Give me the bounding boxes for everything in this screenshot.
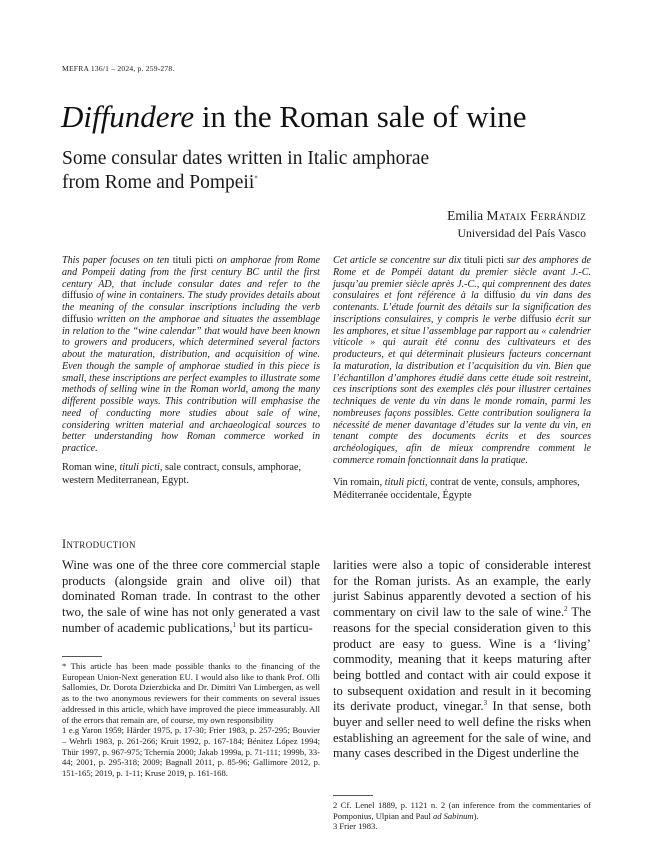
- abstract-english: This paper focuses on ten tituli picti on amphorae from Rome and Pompeii dating from the first century BC until the first century AD, that include consular dates and refer to the diffusio of wine in containers. The study provides details about the meaning of the consular inscriptions including the verb diffusio written on the amphorae and situates the assemblage in relation to the “wine calendar” that would have been known to growers and producers, which determined several factors about the maturation, distribution, and acquisition of wine. Even though the sample of amphorae studied in this piece is small, these inscriptions are perfect examples to illustrate some methods of selling wine in the Roman world, among the many different possible ways. This contribution will emphasise the need of conducting more studies about sale of wine, considering written material and archaeological sources to better understanding how Roman commerce worked in practice.: [62, 255, 320, 454]
- running-header: MEFRA 136/1 – 2024, p. 259-278.: [62, 64, 175, 73]
- abstract-french: Cet article se concentre sur dix tituli picti sur des amphores de Rome et de Pompéi datant du premier siècle avant J.-C. jusqu’au premier siècle après J.-C., qui comprennent des dates consulaires et font référence à la diffusio du vin dans des contenants. L’étude fournit des détails sur la signification des inscriptions consulaires, y compris le verbe diffusio écrit sur les amphores, et situe l’assemblage par rapport au « calendrier viticole » qui aurait été connu des cultivateurs et des producteurs, et qui déterminait plusieurs facteurs concernant la maturation, la distribution et l’acquisition du vin. Bien que l’échantillon d’amphores étudié dans cette étude soit restreint, ces inscriptions sont des exemples clés pour illustrer certaines techniques de vente du vin dans le monde romain, parmi les nombreuses façons possibles. Cette contribution soulignera la nécessité de mener davantage d’études sur la vente du vin, en tenant compte des documents écrits et des sources archéologiques, afin de mieux comprendre comment le commerce romain fonctionnait dans la pratique.: [333, 255, 591, 466]
- article-subtitle: [62, 147, 532, 195]
- footnote-rule-left: [62, 656, 102, 657]
- keywords-french: Vin romain, tituli picti, contrat de vente, consuls, amphores, Méditerranée occidentale, Égypte: [333, 477, 580, 501]
- body-column-left: Wine was one of the three core commercial staple products (alongside grain and olive oil) that dominated Roman trade. In contrast to the other two, the sale of wine has not only generated a vast number of academic publications,$^1$ but its particu-: [62, 558, 320, 635]
- footnote-1: 1 e.g Yaron 1959; Härder 1975, p. 17-30; Frier 1983, p. 257-295; Bouvier – Wehrli 1983, p. 261-266; Kruit 1992, p. 167-184; Bénitez López 1994; Thür 1997, p. 967-975; Tchernia 2000; Jakab 1999a, p. 71-111; 1999b, 33-44; 2001, p. 295-318; 2009; Bagnall 2011, p. 85-96; Gallimore 2012, p. 151-165; 2019, p. 1-11; Kruse 2019, p. 161-168.: [62, 725, 320, 779]
- section-heading-introduction: Introduction: [62, 537, 136, 551]
- footnote-star: * This article has been made possible thanks to the financing of the European Union-Next generation EU. I would also like to thank Prof. Olli Sallomies, Dr. Dorota Dzierzbicka and Dr. Dimitri Van Limbergen, as well as to the two anonymous reviewers for their comments on several issues addressed in this article, which have improved the piece immeasurably. All of the errors that remain are, of course, my own responsibility: [62, 661, 320, 725]
- footnote-2: 2 Cf. Lenel 1889, p. 1121 n. 2 (an inference from the commentaries of Pomponius, Ulpian and Paul ad Sabinum).: [333, 800, 591, 821]
- footnotes-right: [333, 800, 591, 832]
- title-rest: in the Roman sale of wine: [194, 99, 527, 134]
- footnote-ref-1: 1: [232, 620, 237, 629]
- footnote-ref-2: 2: [564, 604, 568, 613]
- footnote-rule-right: [333, 795, 373, 796]
- author-name: Emilia Mataix Ferrándiz: [447, 208, 586, 223]
- subtitle-line-1: Some consular dates written in Italic amphorae: [62, 148, 430, 169]
- title-italic-word: Diffundere: [61, 99, 195, 134]
- author-affiliation: Universidad del País Vasco: [457, 226, 586, 240]
- subtitle-line-2: from Rome and Pompeii*: [62, 172, 258, 193]
- subtitle-footnote-mark: *: [254, 174, 258, 183]
- footnote-ref-3: 3: [483, 699, 488, 708]
- footnote-3: 3 Frier 1983.: [333, 821, 378, 832]
- keywords-english: Roman wine, tituli picti, sale contract, consuls, amphorae, western Mediterranean, Egypt.: [62, 462, 302, 486]
- body-column-right: larities were also a topic of considerable interest for the Roman jurists. As an example, the early jurist Sabinus apparently devoted a section of his commentary on civil law to the sale of wine.$^2$ The reasons for the special consideration given to this product are easy to guess. Wine is a ‘living’ commodity, meaning that it keeps maturing after being bottled and contact with air could expose it to subsequent oxidation and result in it becoming its derivate product, vinegar.$^3$ In that sense, both buyer and seller need to well define the risks when establishing an agreement for the sale of wine, and many cases described in the Digest underline the: [333, 558, 591, 761]
- article-title: [61, 100, 526, 134]
- footnotes-left: [62, 661, 320, 779]
